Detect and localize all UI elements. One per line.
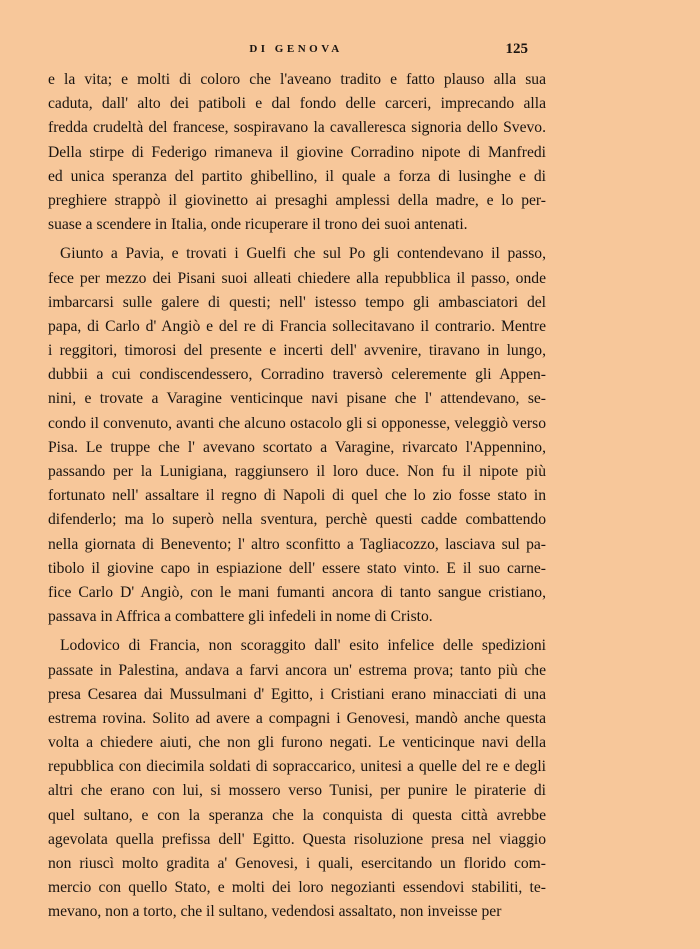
text-line: passate in Palestina, andava a farvi ancora un' estrema prova; tanto più che [48,661,546,679]
text-line: non riuscì molto gradita a' Genovesi, i quali, esercitando un florido com- [48,855,546,872]
text-line: preghiere strappò il giovinetto ai presaghi amplessi della madre, e lo per- [48,191,546,209]
text-line: condo il convenuto, avanti che alcuno ostacolo gli si opponesse, veleggiò verso [48,414,546,432]
text-line: caduta, dall' alto dei patiboli e dal fondo delle carceri, imprecando alla [48,95,546,113]
text-line: dubbii a cui condiscendessero, Corradino traversò celeremente gli Appen- [48,366,546,384]
text-line: suase a scendere in Italia, onde ricuperare il trono dei suoi antenati. [48,216,468,234]
text-line: fice Carlo D' Angiò, con le mani fumanti ancora di tanto sangue cristiano, [48,583,546,601]
text-line: e la vita; e molti di coloro che l'aveano tradito e fatto plauso alla sua [48,71,546,88]
running-title: DI GENOVA [249,43,343,55]
paragraph [48,242,546,629]
text-line: fortunato nell' assaltare il regno di Napoli di quel che lo zio fosse stato in [48,487,546,505]
text-line: fece per mezzo dei Pisani suoi alleati chiedere alla repubblica il passo, onde [48,269,546,287]
text-line: mercio con quello Stato, e molti dei loro negozianti essendovi stabiliti, te- [48,879,546,897]
text-line: volta a chiedere aiuti, che non gli furono negati. Le venticinque navi della [48,734,546,752]
text-line: presa Cesarea dai Mussulmani d' Egitto, i Cristiani erano minacciati di una [48,685,546,703]
text-line: i reggitori, timorosi del presente e incerti dell' avvenire, tiravano in lungo, [48,342,546,360]
text-line: repubblica con diecimila soldati di sopraccarico, unitesi a quelle del re e degli [48,758,546,776]
text-line: altri che erano con lui, si mossero verso Tunisi, per punire le piraterie di [48,782,546,800]
text-line: tibolo il giovine capo in espiazione dell' essere stato vinto. E il suo carne- [48,559,546,577]
text-line: quel sultano, e con la speranza che la conquista di questa città avrebbe [48,806,546,824]
text-line: ed unica speranza del partito ghibellino, il quale a forza di lusinghe e di [48,167,546,185]
text-line: Della stirpe di Federigo rimaneva il giovine Corradino nipote di Manfredi [48,143,546,161]
text-line: difenderlo; ma lo superò nella sventura, perchè questi cadde combattendo [48,511,546,529]
text-line: fredda crudeltà del francese, sospiravano la cavalleresca signoria dello Svevo. [48,119,546,137]
text-line: estrema rovina. Solito ad avere a compagni i Genovesi, mandò anche questa [48,709,546,727]
text-line: papa, di Carlo d' Angiò e del re di Francia sollecitavano il contrario. Mentre [48,317,546,335]
body-text [48,68,546,925]
text-line: Lodovico di Francia, non scoraggito dall' esito infelice delle spedizioni [60,637,546,655]
text-line: Giunto a Pavia, e trovati i Guelfi che sul Po gli contendevano il passo, [60,245,546,263]
text-line: nella giornata di Benevento; l' altro sconfitto a Tagliacozzo, lasciava sul pa- [48,535,546,553]
paragraph [48,68,546,237]
text-line: nini, e trovate a Varagine venticinque navi pisane che l' attendevano, se- [48,390,546,408]
text-line: Pisa. Le truppe che l' avevano scortato a Varagine, rivarcato l'Appennino, [48,438,546,456]
text-line: passando per la Lunigiana, raggiunsero il loro duce. Non fu il nipote più [48,463,546,480]
running-head [0,41,700,61]
text-line: mevano, non a torto, che il sultano, vedendosi assaltato, non inveisse per [48,903,502,921]
page-number: 125 [505,41,528,57]
text-line: agevolata quella prefissa dell' Egitto. Questa risoluzione presa nel viaggio [48,830,546,848]
paragraph [48,634,546,924]
text-line: passava in Affrica a combattere gli infedeli in nome di Cristo. [48,608,433,626]
text-line: imbarcarsi sulle galere di questi; nell' istesso tempo gli ambasciatori del [48,293,546,311]
